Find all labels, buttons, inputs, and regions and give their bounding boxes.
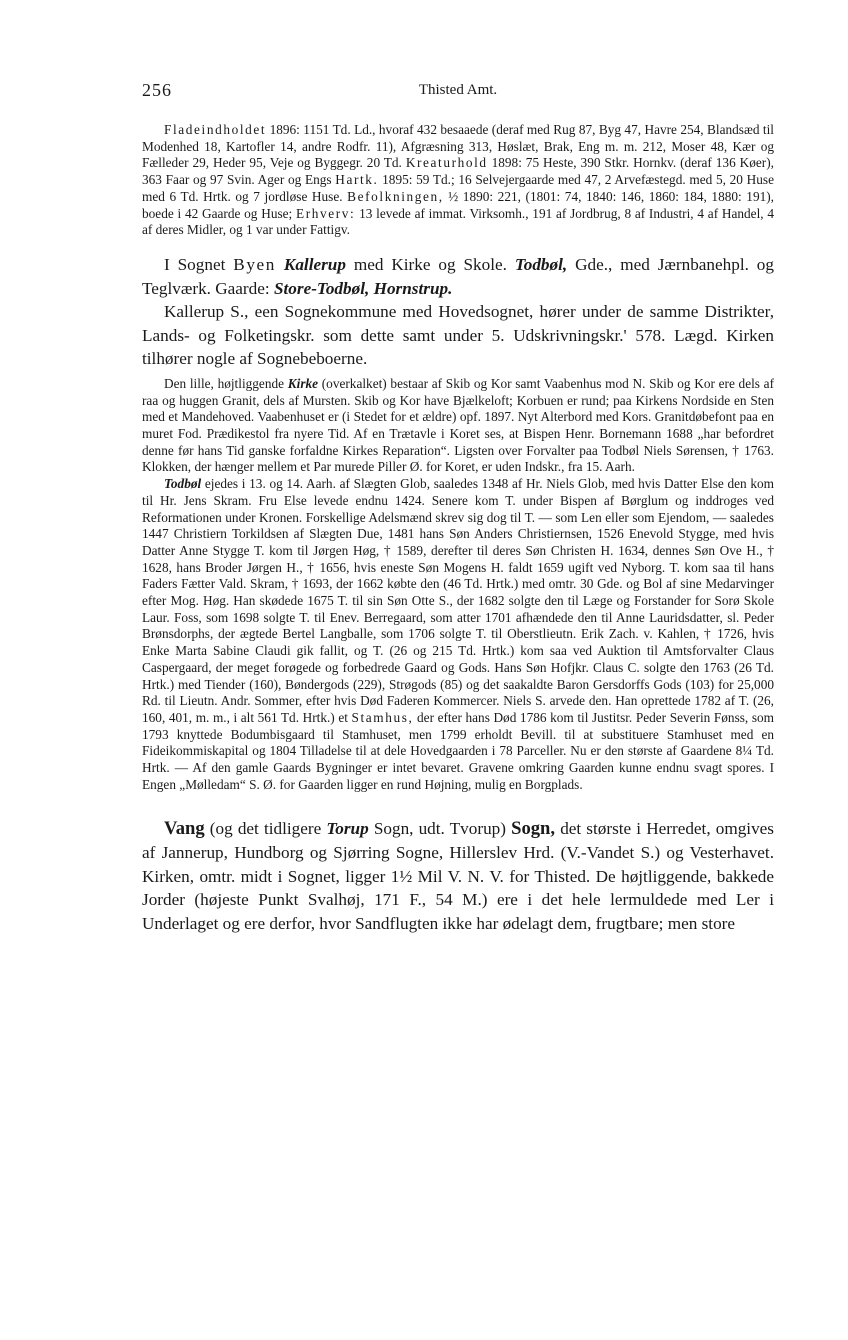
text-run: (og det tidligere <box>204 819 327 839</box>
place-todbol: Todbøl, <box>514 254 568 274</box>
text-run: der efter hans Død 1786 kom til Justitsr. Peder Severin Fønss, som 1793 knyttede Bodumbisgaard til Stamhuset, men 1799 erholdt Bevill. til at substituere Stamhuset med en Fideikommiskapital og 1804 Tilladelse til at dele Hovedgaarden i 78 Parceller. Nu er den største af Gaardene 8¼ Td. Hrtk. — Af den gamle Gaards Bygninger er intet bevaret. Gravene omkring Gaarden kunne endnu svagt spores. I Engen „Mølledam“ S. Ø. for Gaarden ligger en rund Højning, mulig en Borgplads. <box>142 709 774 792</box>
text-run: med Kirke og Skole. <box>345 254 515 274</box>
text-run: Sogn, udt. Tvorup) <box>368 819 512 839</box>
term-byen: Byen <box>233 254 276 274</box>
places-paragraph <box>142 253 774 300</box>
text-run: ½ 1890: 221, (1801: 74, 1840: 146, 1860: 184, 1880: 191), boede i 42 Gaarde og Huse; <box>142 188 774 221</box>
text-run: Den lille, højtliggende <box>164 375 288 391</box>
text-run: ejedes i 13. og 14. Aarh. af Slægten Glob, saaledes 1348 af Hr. Niels Glob, med hvis Datter Else den kom til Hr. Jens Skram. Fru Else levede endnu 1424. Senere kom T. under Bispen af Børglum og inddroges ved Reformationen under Kronen. Forskellige Adelsmænd skrev sig dog til T. — som Len eller som Ejendom, — saaledes 1447 Christiern Torkildsen af Slægten Due, 1481 hans Søn Anders Christiernsen, 1526 Enevold Stygge, med hvis Datter Anne Stygge T. kom til Jørgen Høg, † 1589, derefter til deres Søn Christen H. 1634, dennes Søn Ove H., † 1628, hans Broder Jørgen H., † 1656, hvis eneste Søn Mogens H. faldt 1659 ugift ved Nyborg. T. kom saa til hans Faders Fætter Vald. Skram, † 1693, der 1662 købte den (46 Td. Hrtk.) med omtr. 30 Gde. og Bol af sine Medarvinger efter Mog. Høg. Han skødede 1675 T. til sin Søn Otte S., der 1682 solgte den til Læge og Forstander for Sorø Skole Laur. Foss, som 1698 solgte T. til Enev. Berregaard, som atter 1701 afhændede den til Anne Lauridsdatter, sl. Peder Brønsdorphs, der ægtede Bertel Langballe, som 1706 solgte T. til Oberstlieutn. Erik Zach. v. Kahlen, † 1726, hvis Enke Marta Sabine Claudi gik fallit, og T. (26 og 215 Td. Hrtk.) kom saa ved Auktion til Amtsforvalter Claus Caspergaard, der meget forøgede og forbedrede Gaard og Gods. Hans Søn Hofjkr. Claus C. solgte den 1763 (26 Td. Hrtk.) med Tiender (160), Bøndergods (229), Strøgods (85) og det saakaldte Baron Gersdorffs Gods (103) for 25,000 Rd. til Lieutn. Andr. Sommer, efter hvis Død Faderen Kommercer. Niels S. arvede den. Han oprettede 1782 af T. (26, 160, 401, m. m., i alt 561 Td. Hrtk.) et <box>142 476 774 725</box>
text-run: 1895: 59 Td.; 16 Selvejergaarde med 47, 2 Arvefæstegd. med 5, 20 Huse med 6 Td. Hrtk. og 7 jordløse Huse. <box>142 172 774 204</box>
text-run: (overkalket) bestaar af Skib og Kor samt Vaabenhus mod N. Skib og Kor ere dels af raa og huggen Granit, dels af Mursten. Skib og Kor have Bjælkeloft; Korbuen er rund; paa Kirkens Nordside en Sten med et Mandehoved. Vaabenhuset er (i Stedet for et ældre) opf. 1897. Nyt Alterbord med Kors. Granitdøbefont paa en muret Fod. Prædikestol fra nyere Tid. Af en Trætavle i Koret ses, at Bispen Henr. Bornemann 1688 „har befordret denne før hans Tid ganske forfaldne Kirkes Reparation“. Ligsten over Forvalter paa Todbøl Niels Sørensen, † 1763. Klokken, der hænger mellem et Par murede Piller Ø. for Koret, er uden Indskr., fra 15. Aarh. <box>142 375 774 475</box>
page-number: 256 <box>142 80 172 100</box>
statistics-paragraph <box>142 122 774 239</box>
text-run <box>276 255 284 274</box>
term-befolkningen: Befolkningen, <box>347 188 444 204</box>
term-todbol: Todbøl <box>164 476 202 492</box>
place-torup: Torup <box>326 819 369 839</box>
term-kirke: Kirke <box>287 375 319 391</box>
place-kallerup: Kallerup <box>283 254 346 274</box>
text-run: det største i Herredet, omgives af Jannerup, Hundborg og Sjørring Sogne, Hillerslev Hrd. (V.-Vandet S.) og Vesterhavet. Kirken, omtr. midt i Sognet, ligger 1½ Mil V. N. V. for Thisted. De højtliggende, bakkede Jorder (højeste Punkt Svalhøj, 171 F., 54 M.) ere i det hele lermuldede med Ler i Underlaget og ere derfor, hvor Sandflugten ikke har ødelagt dem, frugtbare; men store <box>142 819 774 933</box>
vang-parish-paragraph <box>142 817 774 935</box>
text-run: 1896: 1151 Td. Ld., hvoraf 432 besaaede (deraf med Rug 87, Byg 47, Havre 254, Blandsæd til Modenhed 18, Kartofler 14, andre Rodfr. 11), Afgræsning 313, Høslæt, Brak, Eng m. m. 212, Moser 48, Kær og Fælleder 29, Heder 95, Veje og Byggegr. 20 Td. <box>142 122 774 171</box>
page-header <box>142 80 774 102</box>
text-run: I Sognet <box>164 254 234 274</box>
term-erhverv: Erhverv: <box>296 205 356 221</box>
term-vang: Vang <box>164 818 205 840</box>
manor-history-paragraph <box>142 476 774 793</box>
term-hartk: Hartk. <box>335 172 379 188</box>
church-paragraph <box>142 376 774 476</box>
parish-admin-paragraph: Kallerup S., een Sognekommune med Hovedsognet, hører under de samme Distrikter, Lands- og Folketingskr. som dette samt under 5. Udskrivningskr.' 578. Lægd. Kirken tilhører nogle af Sognebeboerne. <box>142 302 774 369</box>
term-kreaturhold: Kreaturhold <box>405 155 488 171</box>
place-gaarde: Store-Todbøl, Hornstrup. <box>273 278 453 298</box>
text-run: 1898: 75 Heste, 390 Stkr. Hornkv. (deraf 136 Køer), 363 Faar og 97 Svin. Ager og Engs <box>142 155 774 188</box>
page-body <box>142 122 774 935</box>
text-run: 13 levede af immat. Virksomh., 191 af Jordbrug, 8 af Industri, 4 af Handel, 4 af deres Midler, og 1 var under Fattigv. <box>142 205 775 238</box>
running-title: Thisted Amt. <box>418 82 498 98</box>
text-run: Gde., med Jærnbanehpl. og Teglværk. Gaarde: <box>142 254 774 298</box>
term-stamhus: Stamhus, <box>351 709 414 725</box>
term-fladeindholdet: Fladeindholdet <box>164 122 267 137</box>
term-sogn: Sogn, <box>511 818 556 840</box>
